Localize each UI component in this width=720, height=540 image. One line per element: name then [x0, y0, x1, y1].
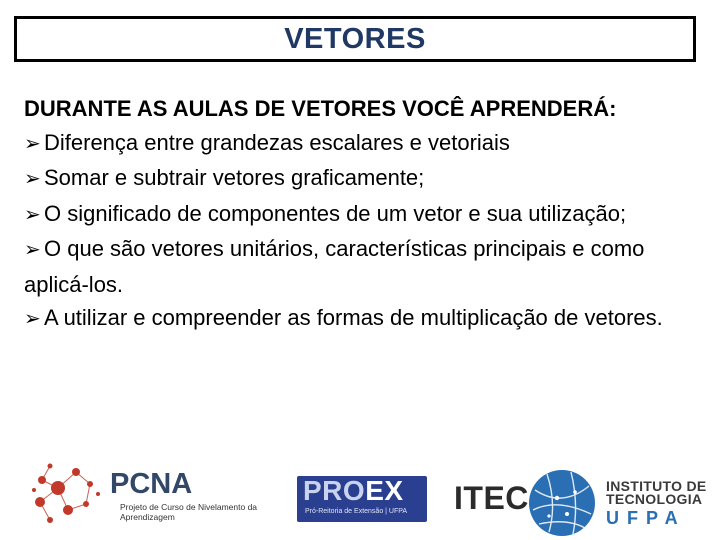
slide-title: VETORES [284, 23, 426, 55]
list-item [24, 301, 700, 337]
list-item-text: Somar e subtrair vetores graficamente; [44, 165, 425, 190]
list-item-text: O significado de componentes de um vetor e sua utilização; [44, 200, 627, 226]
footer-logos [0, 450, 720, 540]
proex-subtitle: Pró-Reitoria de Extensão | UFPA [305, 508, 408, 515]
arrow-bullet-icon: ➢ [24, 168, 41, 190]
proex-logo [297, 476, 427, 522]
itec-line1: INSTITUTO DE [606, 478, 707, 494]
ufpa-text: UFPA [606, 508, 686, 528]
list-item-text: O que são vetores unitários, características principais e como aplicá-los. [24, 236, 645, 297]
itec-line2: TECNOLOGIA [606, 491, 703, 507]
intro-heading: DURANTE AS AULAS DE VETORES VOCÊ APRENDERÁ: [24, 96, 617, 121]
list-item [24, 232, 700, 301]
itec-institute-text [606, 480, 707, 506]
arrow-bullet-icon: ➢ [24, 308, 41, 330]
itec-logo-text: ITEC [454, 480, 529, 516]
proex-wordmark: PROEX [303, 475, 404, 506]
itec-globe-icon [527, 468, 597, 538]
list-item [24, 197, 700, 233]
arrow-bullet-icon: ➢ [24, 203, 41, 226]
arrow-bullet-icon: ➢ [24, 132, 41, 155]
list-item-text: A utilizar e compreender as formas de multiplicação de vetores. [44, 305, 663, 330]
arrow-bullet-icon: ➢ [24, 239, 41, 261]
pcna-logo-text: PCNA [110, 468, 193, 500]
slide-content [24, 92, 700, 337]
list-item [24, 161, 700, 197]
pcna-network-logo-icon [28, 458, 108, 530]
pcna-subtitle: Projeto de Curso de Nivelamento da Aprendizagem [120, 502, 258, 522]
list-item [24, 126, 700, 162]
title-box [14, 16, 696, 62]
list-item-text: Diferença entre grandezas escalares e vetoriais [44, 129, 510, 155]
